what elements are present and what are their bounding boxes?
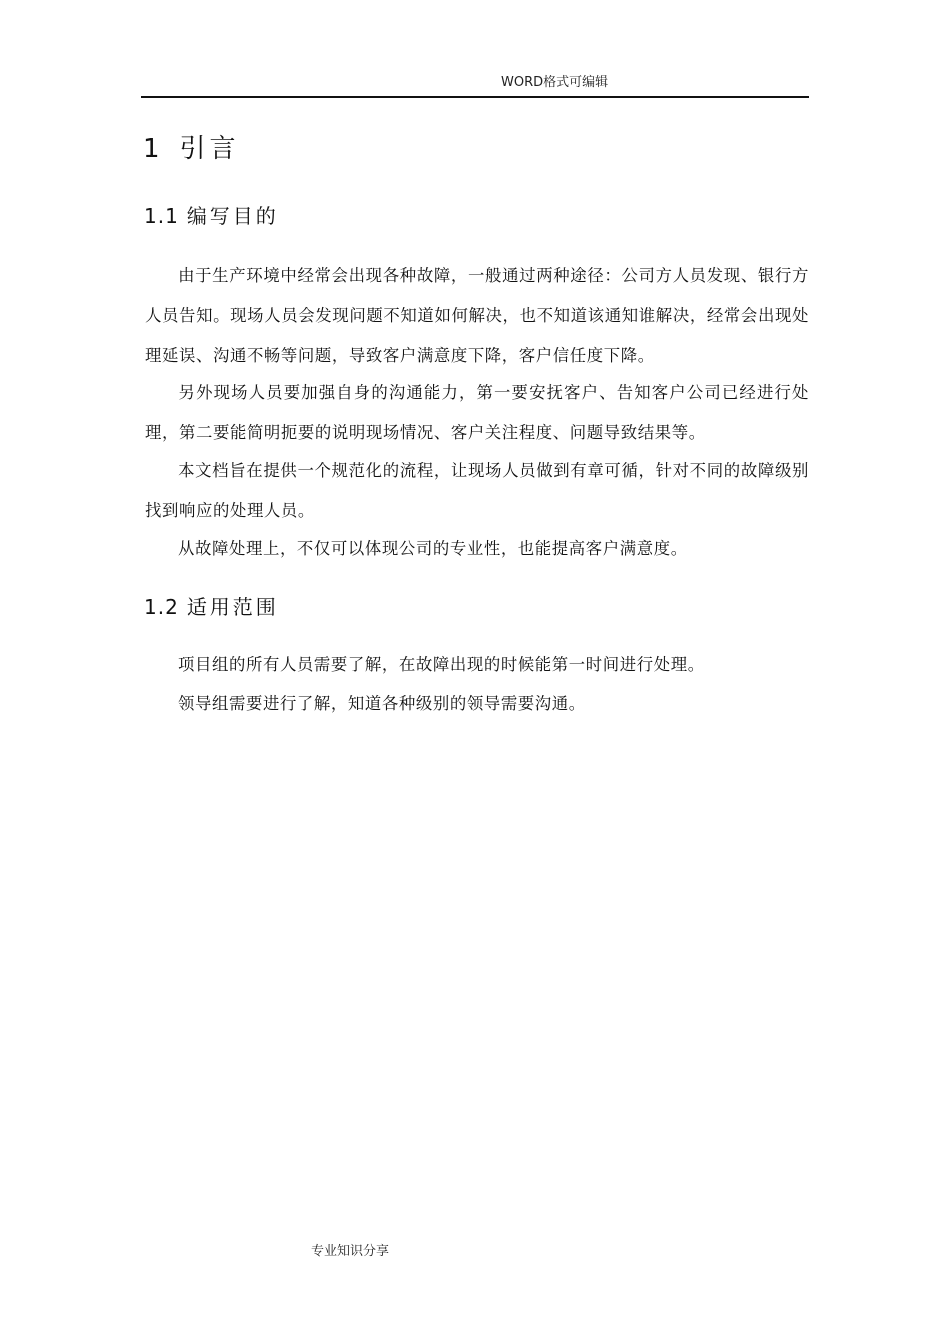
section-heading-1 (143, 128, 240, 165)
page-header-text: WORD格式可编辑 (501, 75, 609, 90)
section-heading-1-1 (144, 200, 279, 229)
section-title: 引言 (179, 134, 240, 164)
section-title: 编写目的 (186, 204, 279, 228)
section-number: 1.2 (144, 595, 179, 619)
section-title: 适用范围 (186, 595, 279, 619)
page-footer-text: 专业知识分享 (311, 1244, 390, 1259)
header-divider (141, 96, 809, 98)
paragraph: 从故障处理上，不仅可以体现公司的专业性，也能提高客户满意度。 (178, 539, 688, 558)
section-number: 1.1 (144, 204, 179, 228)
paragraph: 本文档旨在提供一个规范化的流程，让现场人员做到有章可循，针对不同的故障级别找到响应的处理人员。 (145, 461, 809, 520)
paragraph: 由于生产环境中经常会出现各种故障，一般通过两种途径：公司方人员发现、银行方人员告知。现场人员会发现问题不知道如何解决，也不知道该通知谁解决，经常会出现处理延误、沟通不畅等问题，导致客户满意度下降，客户信任度下降。 (145, 266, 809, 365)
paragraph: 另外现场人员要加强自身的沟通能力，第一要安抚客户、告知客户公司已经进行处理，第二要能简明扼要的说明现场情况、客户关注程度、问题导致结果等。 (145, 383, 809, 442)
section-heading-1-2 (144, 591, 279, 620)
section-number: 1 (143, 134, 164, 164)
paragraph: 项目组的所有人员需要了解，在故障出现的时候能第一时间进行处理。 (178, 655, 705, 674)
paragraph: 领导组需要进行了解，知道各种级别的领导需要沟通。 (178, 694, 586, 713)
